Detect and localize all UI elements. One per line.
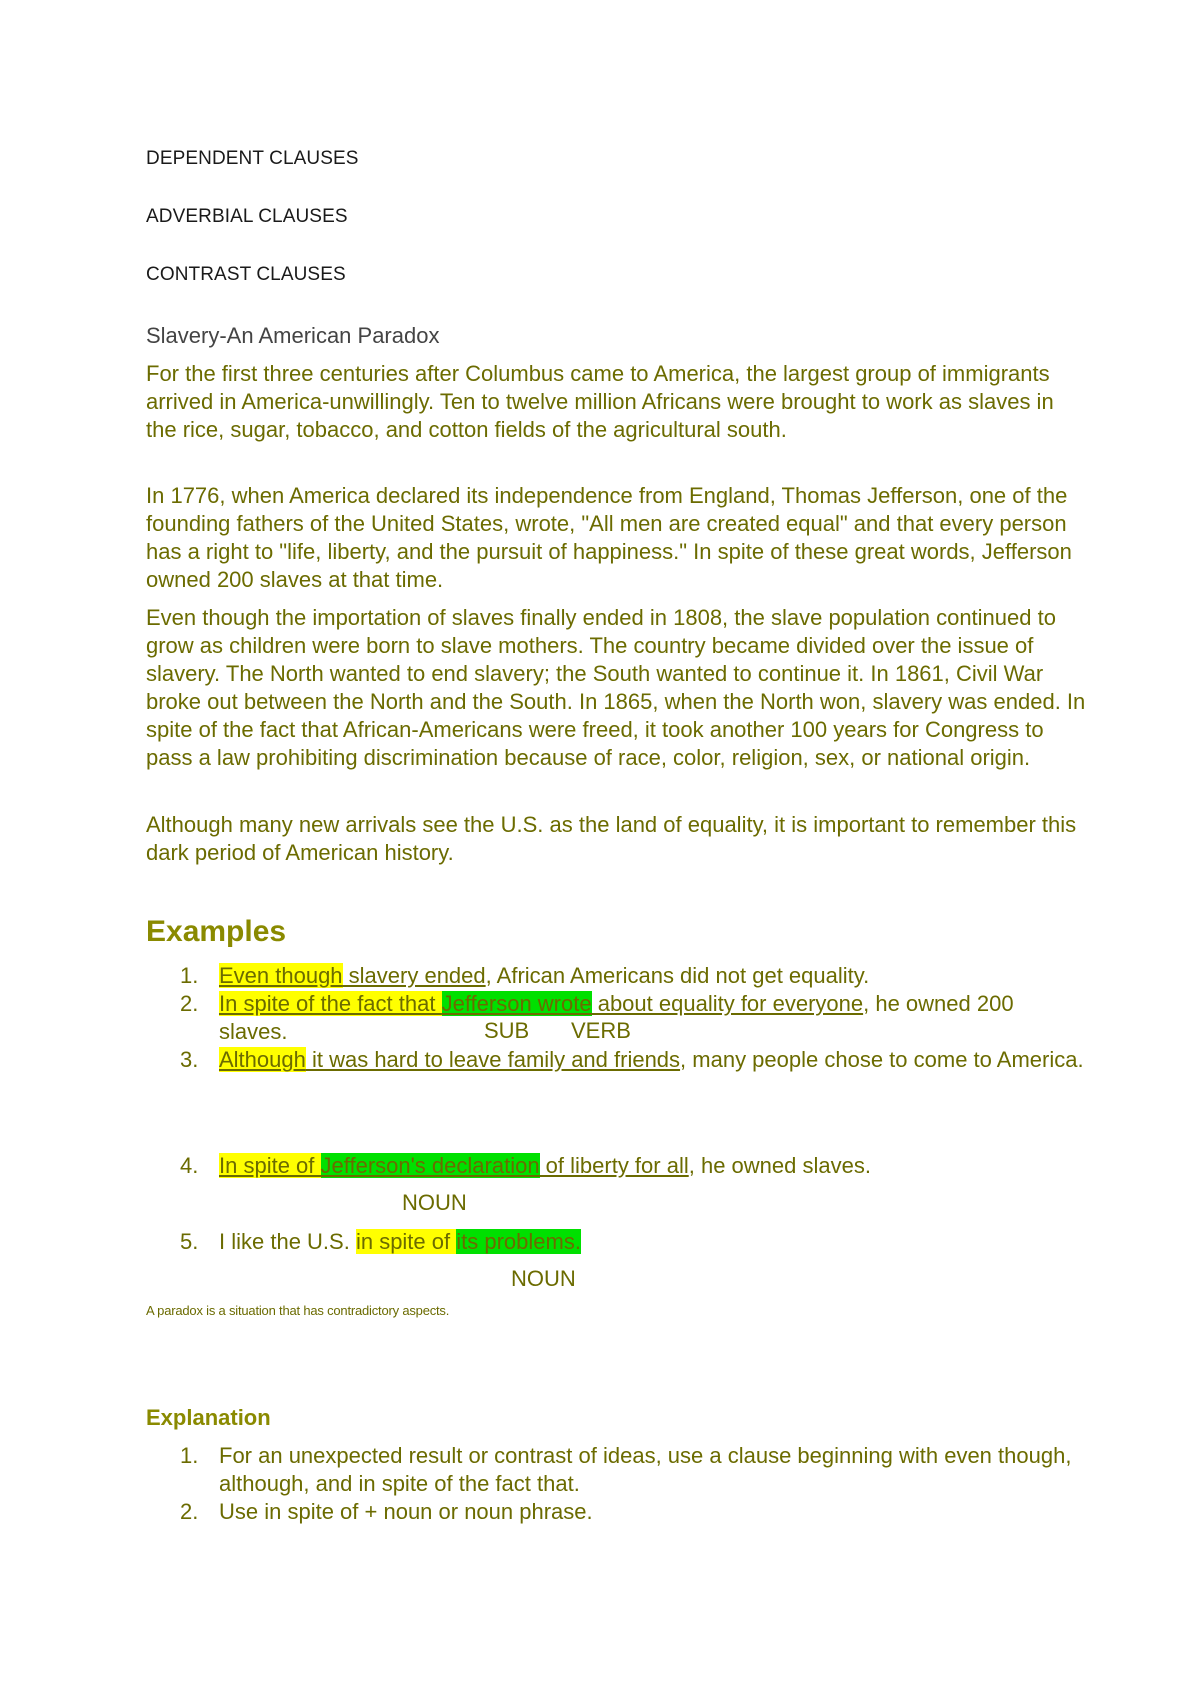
example-item-5 [146,1228,1086,1256]
list-number: 2. [180,1499,199,1524]
main-clause: , he owned 200 slaves. [219,991,1014,1044]
list-number: 2. [180,991,199,1016]
example-item-5-wrap [146,1228,1086,1256]
heading-contrast-clauses: CONTRAST CLAUSES [146,264,346,285]
explanation-list [146,1442,1086,1526]
noun-highlight: its problems. [456,1229,581,1254]
list-number: 1. [180,1443,199,1468]
list-number: 3. [180,1047,199,1072]
subject-verb-highlight: Jefferson wrote [441,991,592,1016]
explanation-item-1 [146,1442,1086,1498]
article-paragraph-1: For the first three centuries after Columbus came to America, the largest group of immigrants arrived in America-unwillingly. Ten to twelve million Africans were brought to work as slaves in the rice, sugar, tobacco, and cotton fields of the agricultural south. [146,361,1054,442]
verb-label: VERB [571,1018,631,1043]
main-clause: I like the U.S. [219,1229,356,1254]
heading-dependent-clauses: DEPENDENT CLAUSES [146,148,359,169]
sub-label: SUB [484,1018,530,1043]
examples-title: Examples [146,915,287,948]
conjunction-highlight: In spite of the fact that [219,991,442,1016]
noun-label-4: NOUN [402,1190,467,1215]
noun-label-5: NOUN [511,1266,576,1291]
conjunction-highlight: Although [219,1047,306,1072]
list-number: 5. [180,1229,199,1254]
conjunction-highlight: Even though [219,963,343,988]
dependent-clause: slavery ended [342,963,486,988]
example-item-4 [146,1152,1086,1180]
list-number: 4. [180,1153,199,1178]
article-paragraph-2: In 1776, when America declared its independence from England, Thomas Jefferson, one of the founding fathers of the United States, wrote, "All men are created equal" and that every person has a right to "life, liberty, and the pursuit of happiness." In spite of these great words, Jefferson owned 200 slaves at that time. [146,483,1072,592]
example-item-1 [146,962,1086,990]
example-item-3 [146,1046,1086,1074]
explanation-text: For an unexpected result or contrast of ideas, use a clause beginning with even though, although, and in spite of the fact that. [219,1443,1072,1496]
main-clause: , African Americans did not get equality. [485,963,870,988]
preposition-highlight: in spite of [355,1229,457,1254]
noun-phrase-rest: of liberty for all [539,1153,689,1178]
dependent-clause: about equality for everyone [591,991,864,1016]
article-paragraph-4: Although many new arrivals see the U.S. as the land of equality, it is important to remember this dark period of American history. [146,812,1077,865]
paradox-definition-note: A paradox is a situation that has contradictory aspects. [146,1303,450,1318]
main-clause: , many people chose to come to America. [680,1047,1084,1072]
explanation-title: Explanation [146,1405,271,1430]
main-clause: , he owned slaves. [688,1153,871,1178]
example-item-4-wrap [146,1152,1086,1180]
article-title: Slavery-An American Paradox [146,323,440,348]
conjunction-highlight: In spite of [219,1153,321,1178]
list-number: 1. [180,963,199,988]
explanation-text: Use in spite of + noun or noun phrase. [219,1499,593,1524]
dependent-clause: it was hard to leave family and friends [305,1047,681,1072]
explanation-item-2 [146,1498,1086,1526]
heading-adverbial-clauses: ADVERBIAL CLAUSES [146,206,348,227]
article-paragraph-3: Even though the importation of slaves finally ended in 1808, the slave population continued to grow as children were born to slave mothers. The country became divided over the issue of slavery. The North wanted to end slavery; the South wanted to continue it. In 1861, Civil War broke out between the North and the South. In 1865, when the North won, slavery was ended. In spite of the fact that African-Americans were freed, it took another 100 years for Congress to pass a law prohibiting discrimination because of race, color, religion, sex, or national origin. [146,605,1086,770]
noun-highlight: Jefferson's declaration [320,1153,540,1178]
